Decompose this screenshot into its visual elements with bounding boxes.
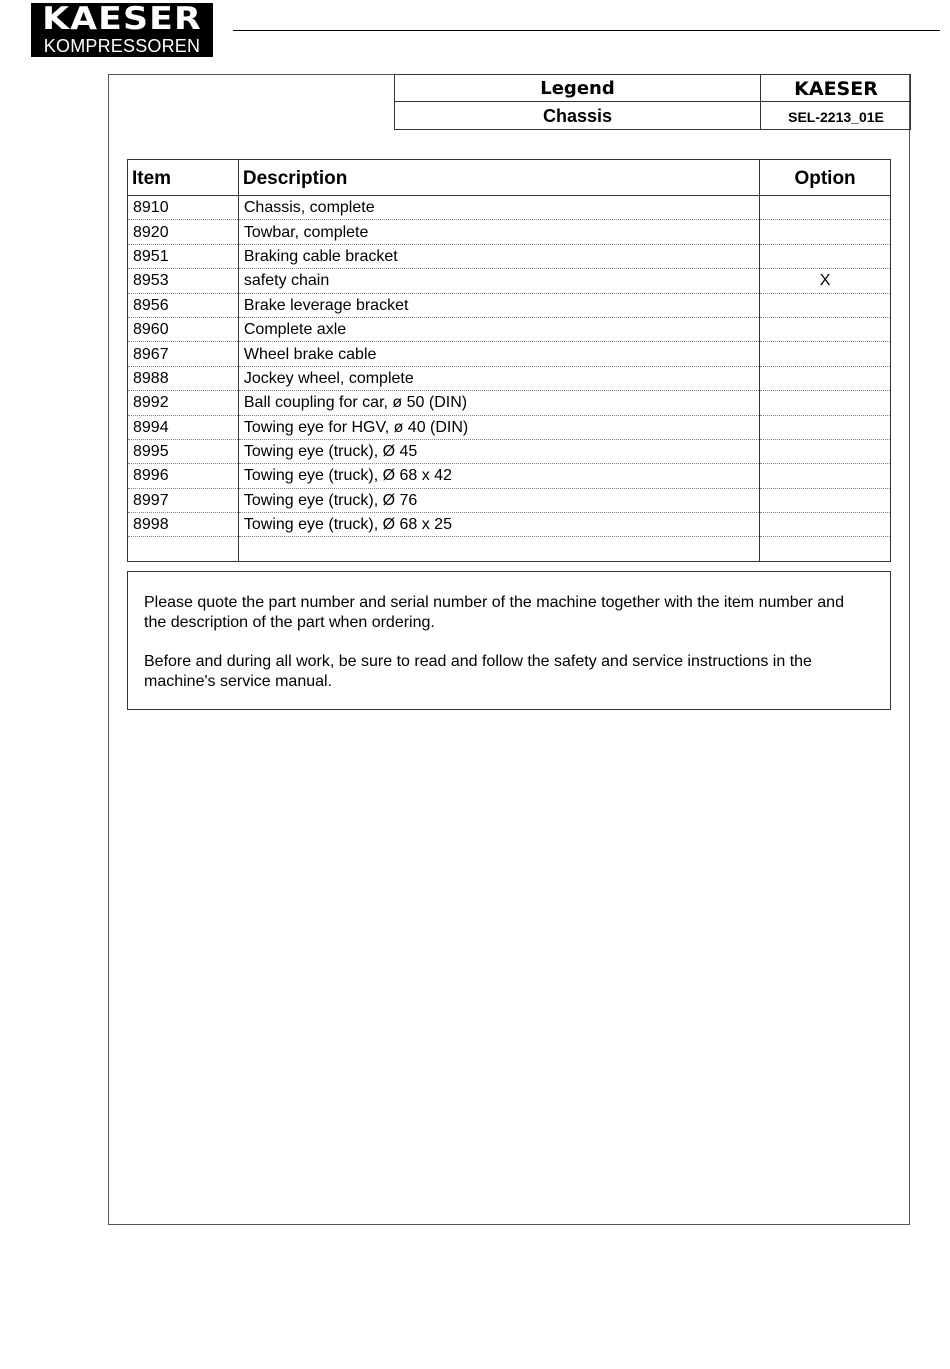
item-description: Chassis, complete xyxy=(238,196,759,220)
title-block-rule xyxy=(395,101,910,102)
table-row xyxy=(128,415,891,439)
table-row xyxy=(128,244,891,268)
ordering-instruction: Please quote the part number and serial number of the machine together with the item number and the description of the part when ordering. xyxy=(144,594,844,631)
item-number: 8960 xyxy=(128,317,239,341)
item-number: 8956 xyxy=(128,293,239,317)
item-description: Braking cable bracket xyxy=(238,244,759,268)
item-number: 8998 xyxy=(128,513,239,537)
item-option xyxy=(760,488,891,512)
item-description: Brake leverage bracket xyxy=(238,293,759,317)
column-header-option: Option xyxy=(760,160,891,196)
safety-instruction: Before and during all work, be sure to read and follow the safety and service instructions in the machine's service manual. xyxy=(144,653,812,690)
table-row xyxy=(128,488,891,512)
item-number: 8992 xyxy=(128,391,239,415)
item-description: Towing eye for HGV, ø 40 (DIN) xyxy=(238,415,759,439)
item-number: 8910 xyxy=(128,196,239,220)
table-row xyxy=(128,439,891,463)
table-row xyxy=(128,513,891,537)
page-title: Chassis xyxy=(542,106,613,126)
table-row xyxy=(128,220,891,244)
table-row xyxy=(128,342,891,366)
ordering-note xyxy=(127,571,891,710)
item-number: 8920 xyxy=(128,220,239,244)
kaeser-logo xyxy=(31,3,213,57)
table-row xyxy=(128,464,891,488)
item-description: Jockey wheel, complete xyxy=(238,366,759,390)
item-description: safety chain xyxy=(238,269,759,293)
item-description xyxy=(238,537,759,561)
table-row xyxy=(128,196,891,220)
item-number: 8995 xyxy=(128,439,239,463)
column-header-item: Item xyxy=(128,160,239,196)
item-number xyxy=(128,537,239,561)
item-option xyxy=(760,317,891,341)
table-header-row xyxy=(128,160,891,196)
item-description: Towing eye (truck), Ø 68 x 25 xyxy=(238,513,759,537)
legend-label: Legend xyxy=(540,78,615,99)
logo-subtitle: KOMPRESSOREN xyxy=(43,36,201,56)
table-row xyxy=(128,317,891,341)
header-rule xyxy=(233,30,940,31)
item-description: Wheel brake cable xyxy=(238,342,759,366)
item-number: 8996 xyxy=(128,464,239,488)
parts-table xyxy=(127,159,891,562)
table-row xyxy=(128,537,891,561)
item-description: Towing eye (truck), Ø 68 x 42 xyxy=(238,464,759,488)
item-option: X xyxy=(760,269,891,293)
item-number: 8951 xyxy=(128,244,239,268)
item-option xyxy=(760,537,891,561)
brand-label: KAESER xyxy=(794,78,878,100)
item-description: Towbar, complete xyxy=(238,220,759,244)
item-number: 8953 xyxy=(128,269,239,293)
item-option xyxy=(760,244,891,268)
item-option xyxy=(760,464,891,488)
item-option xyxy=(760,220,891,244)
table-row xyxy=(128,293,891,317)
item-option xyxy=(760,293,891,317)
item-option xyxy=(760,415,891,439)
document-id: SEL-2213_01E xyxy=(788,109,884,125)
item-option xyxy=(760,391,891,415)
item-option xyxy=(760,342,891,366)
logo-wordmark: KAESER xyxy=(42,1,202,37)
item-option xyxy=(760,513,891,537)
table-row xyxy=(128,391,891,415)
title-block xyxy=(394,74,911,130)
table-row xyxy=(128,269,891,293)
column-header-description: Description xyxy=(238,160,759,196)
item-number: 8988 xyxy=(128,366,239,390)
item-option xyxy=(760,439,891,463)
item-number: 8994 xyxy=(128,415,239,439)
item-option xyxy=(760,196,891,220)
item-description: Towing eye (truck), Ø 45 xyxy=(238,439,759,463)
table-row xyxy=(128,366,891,390)
item-number: 8967 xyxy=(128,342,239,366)
item-description: Towing eye (truck), Ø 76 xyxy=(238,488,759,512)
item-number: 8997 xyxy=(128,488,239,512)
item-option xyxy=(760,366,891,390)
item-description: Complete axle xyxy=(238,317,759,341)
item-description: Ball coupling for car, ø 50 (DIN) xyxy=(238,391,759,415)
